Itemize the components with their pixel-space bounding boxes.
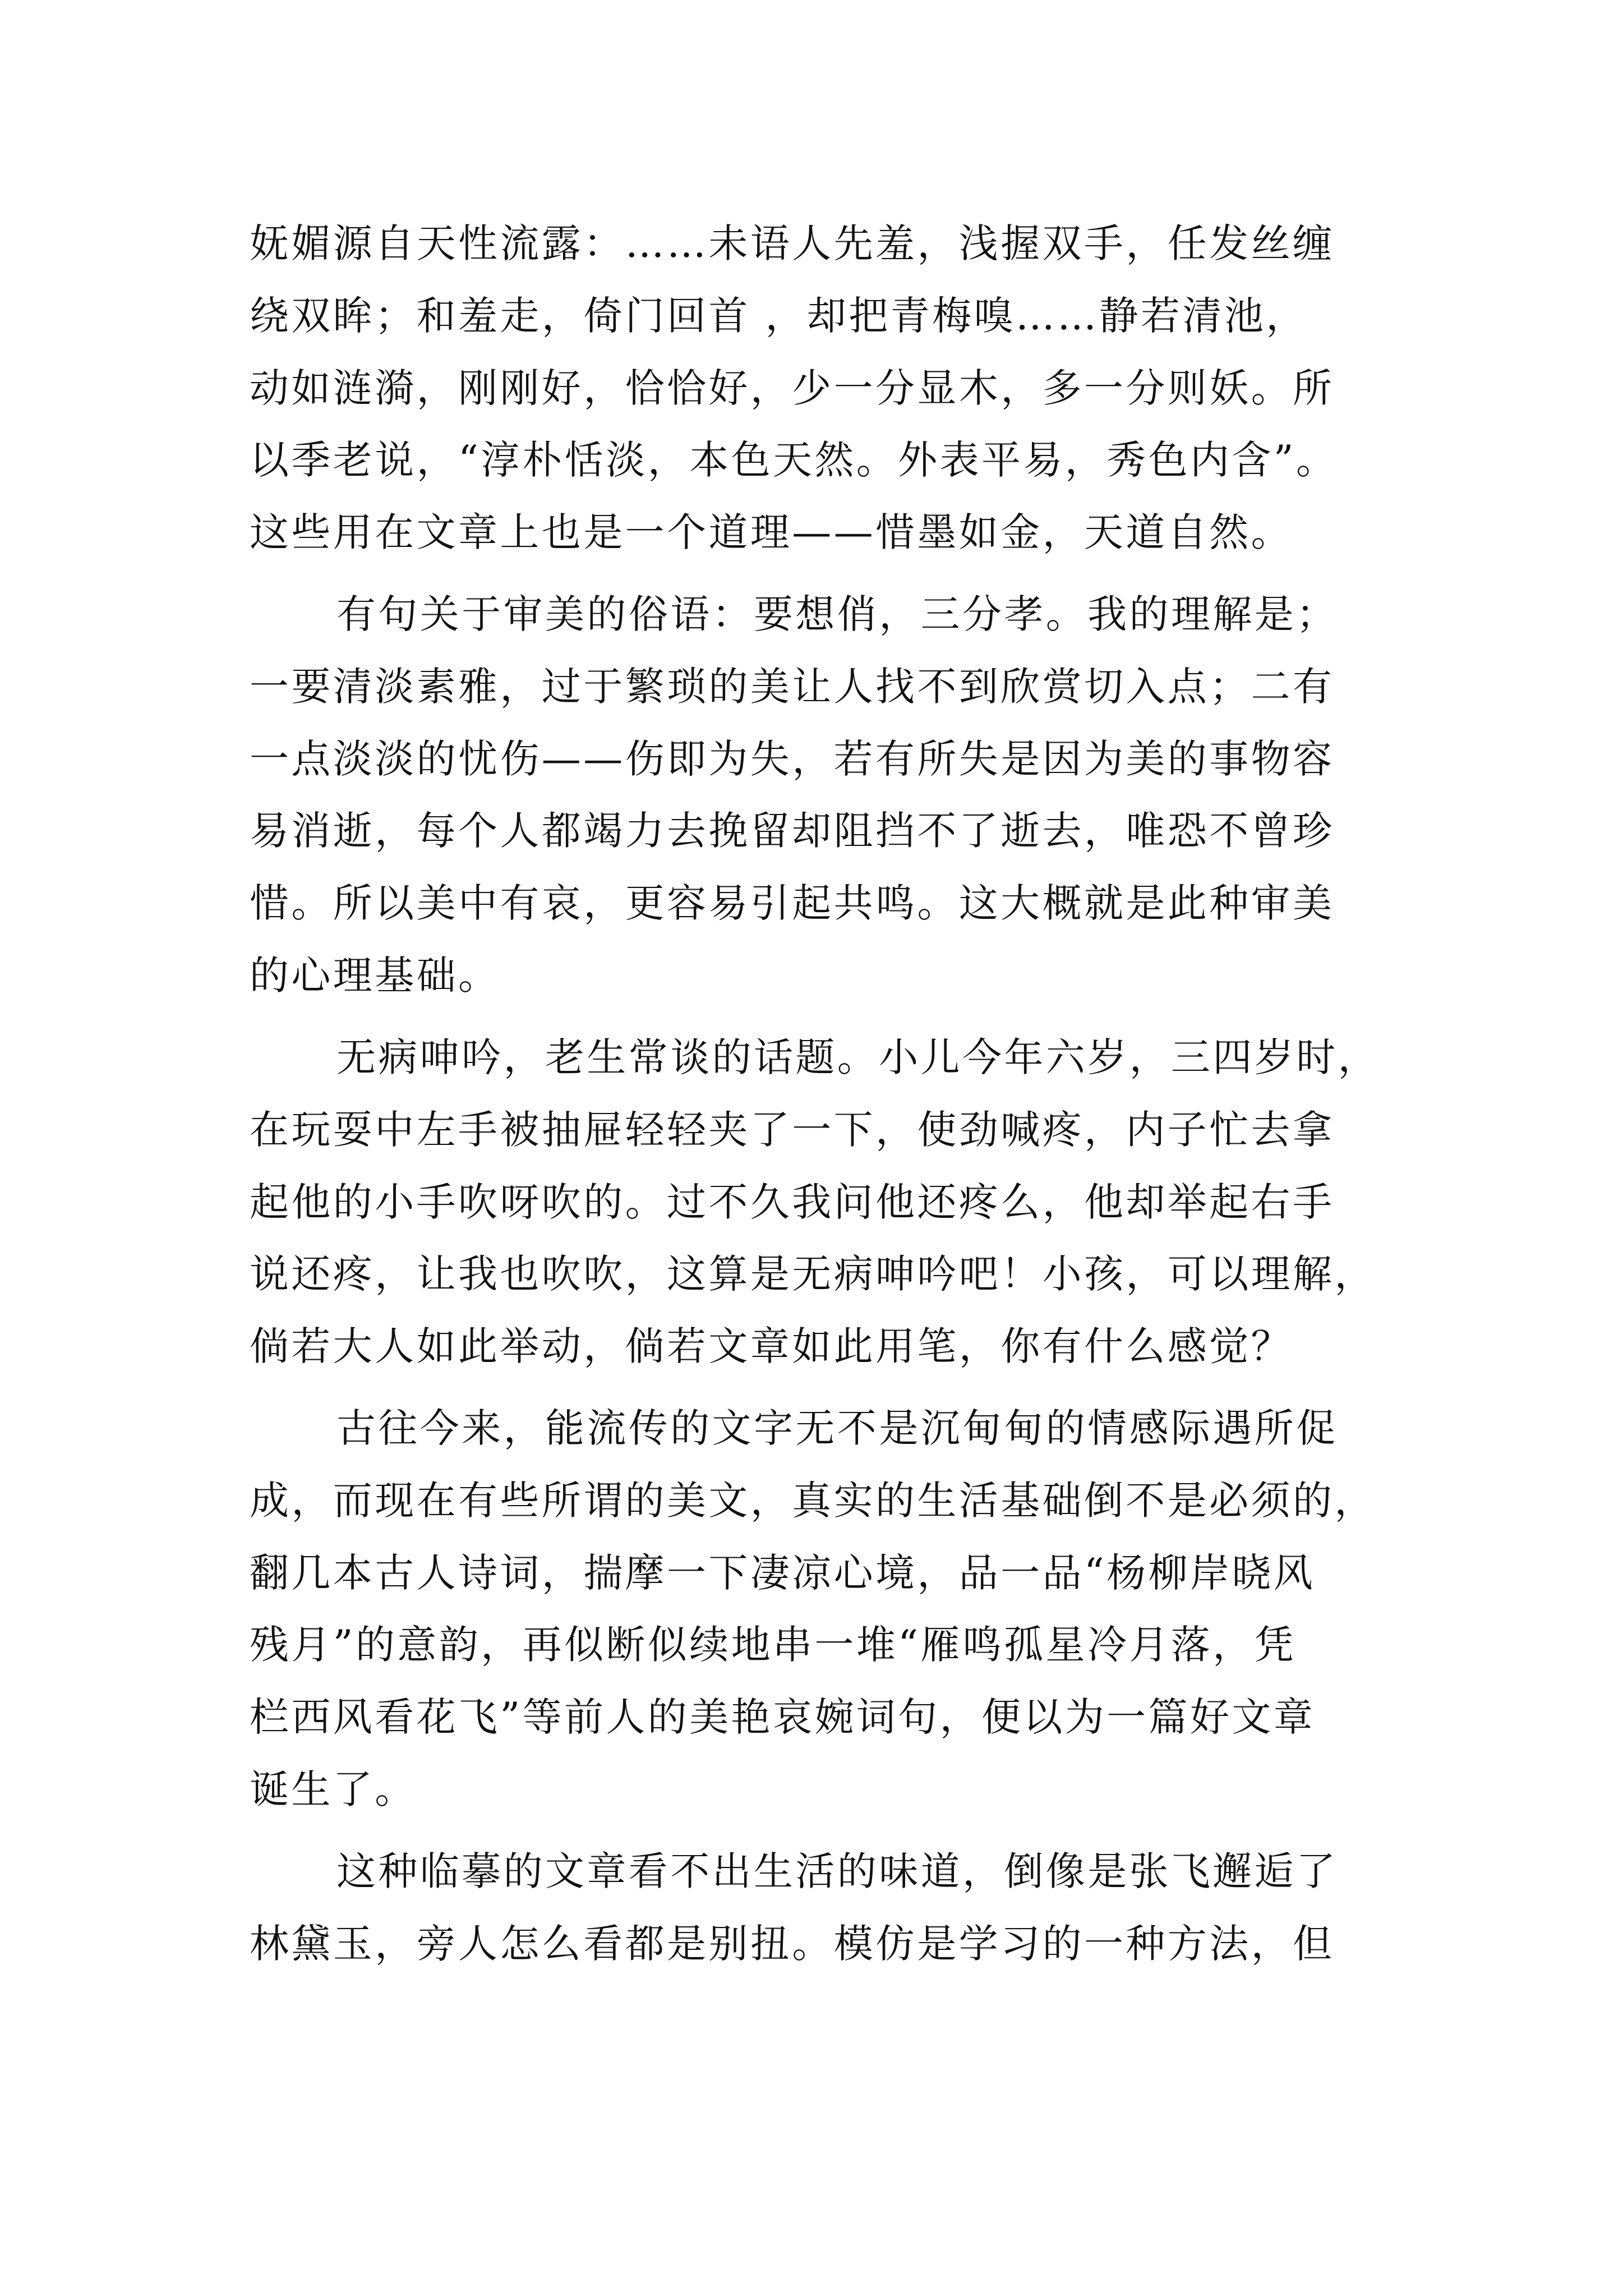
text-line: 成，而现在有些所谓的美文，真实的生活基础倒不是必须的，	[250, 1478, 1376, 1524]
text-line: 翻几本古人诗词，揣摩一下凄凉心境，品一品“杨柳岸晓风	[250, 1550, 1316, 1596]
text-line: 林黛玉，旁人怎么看都是别扭。模仿是学习的一种方法，但	[250, 1921, 1335, 1967]
text-line: 说还疼，让我也吹吹，这算是无病呻吟吧！小孩，可以理解，	[250, 1251, 1376, 1297]
text-line: 古往今来，能流传的文字无不是沉甸甸的情感际遇所促	[336, 1405, 1338, 1451]
text-line: 诞生了。	[250, 1766, 417, 1812]
text-line: 易消逝，每个人都竭力去挽留却阻挡不了逝去，唯恐不曾珍	[250, 808, 1335, 854]
text-line: 的心理基础。	[250, 953, 500, 999]
text-line: 绕双眸；和羞走，倚门回首 ，却把青梅嗅……静若清池，	[250, 293, 1308, 339]
text-line: 栏西风看花飞”等前人的美艳哀婉词句，便以为一篇好文章	[250, 1694, 1316, 1740]
text-line: 起他的小手吹呀吹的。过不久我问他还疼么，他却举起右手	[250, 1179, 1335, 1225]
text-line: 一要清淡素雅，过于繁琐的美让人找不到欣赏切入点；二有	[250, 664, 1335, 710]
text-line: 无病呻吟，老生常谈的话题。小儿今年六岁，三四岁时，	[336, 1034, 1380, 1080]
text-line: 倘若大人如此举动，倘若文章如此用笔，你有什么感觉？	[250, 1323, 1293, 1369]
text-line: 有句关于审美的俗语：要想俏，三分孝。我的理解是；	[336, 591, 1338, 637]
text-line: 以季老说，“淳朴恬淡，本色天然。外表平易，秀色内含”。	[250, 437, 1338, 483]
text-line: 这种临摹的文章看不出生活的味道，倒像是张飞邂逅了	[336, 1848, 1338, 1894]
text-line: 一点淡淡的忧伤——伤即为失，若有所失是因为美的事物容	[250, 736, 1335, 782]
text-line: 这些用在文章上也是一个道理——惜墨如金，天道自然。	[250, 509, 1293, 555]
text-line: 残月”的意韵，再似断似续地串一堆“雁鸣孤星冷月落，凭	[250, 1622, 1296, 1668]
text-line: 动如涟漪，刚刚好，恰恰好，少一分显木，多一分则妖。所	[250, 365, 1335, 411]
text-line: 惜。所以美中有哀，更容易引起共鸣。这大概就是此种审美	[250, 880, 1335, 926]
text-line: 在玩耍中左手被抽屉轻轻夹了一下，使劲喊疼，内子忙去拿	[250, 1107, 1335, 1153]
text-line: 妩媚源自天性流露：……未语人先羞，浅握双手，任发丝缠	[250, 220, 1335, 266]
